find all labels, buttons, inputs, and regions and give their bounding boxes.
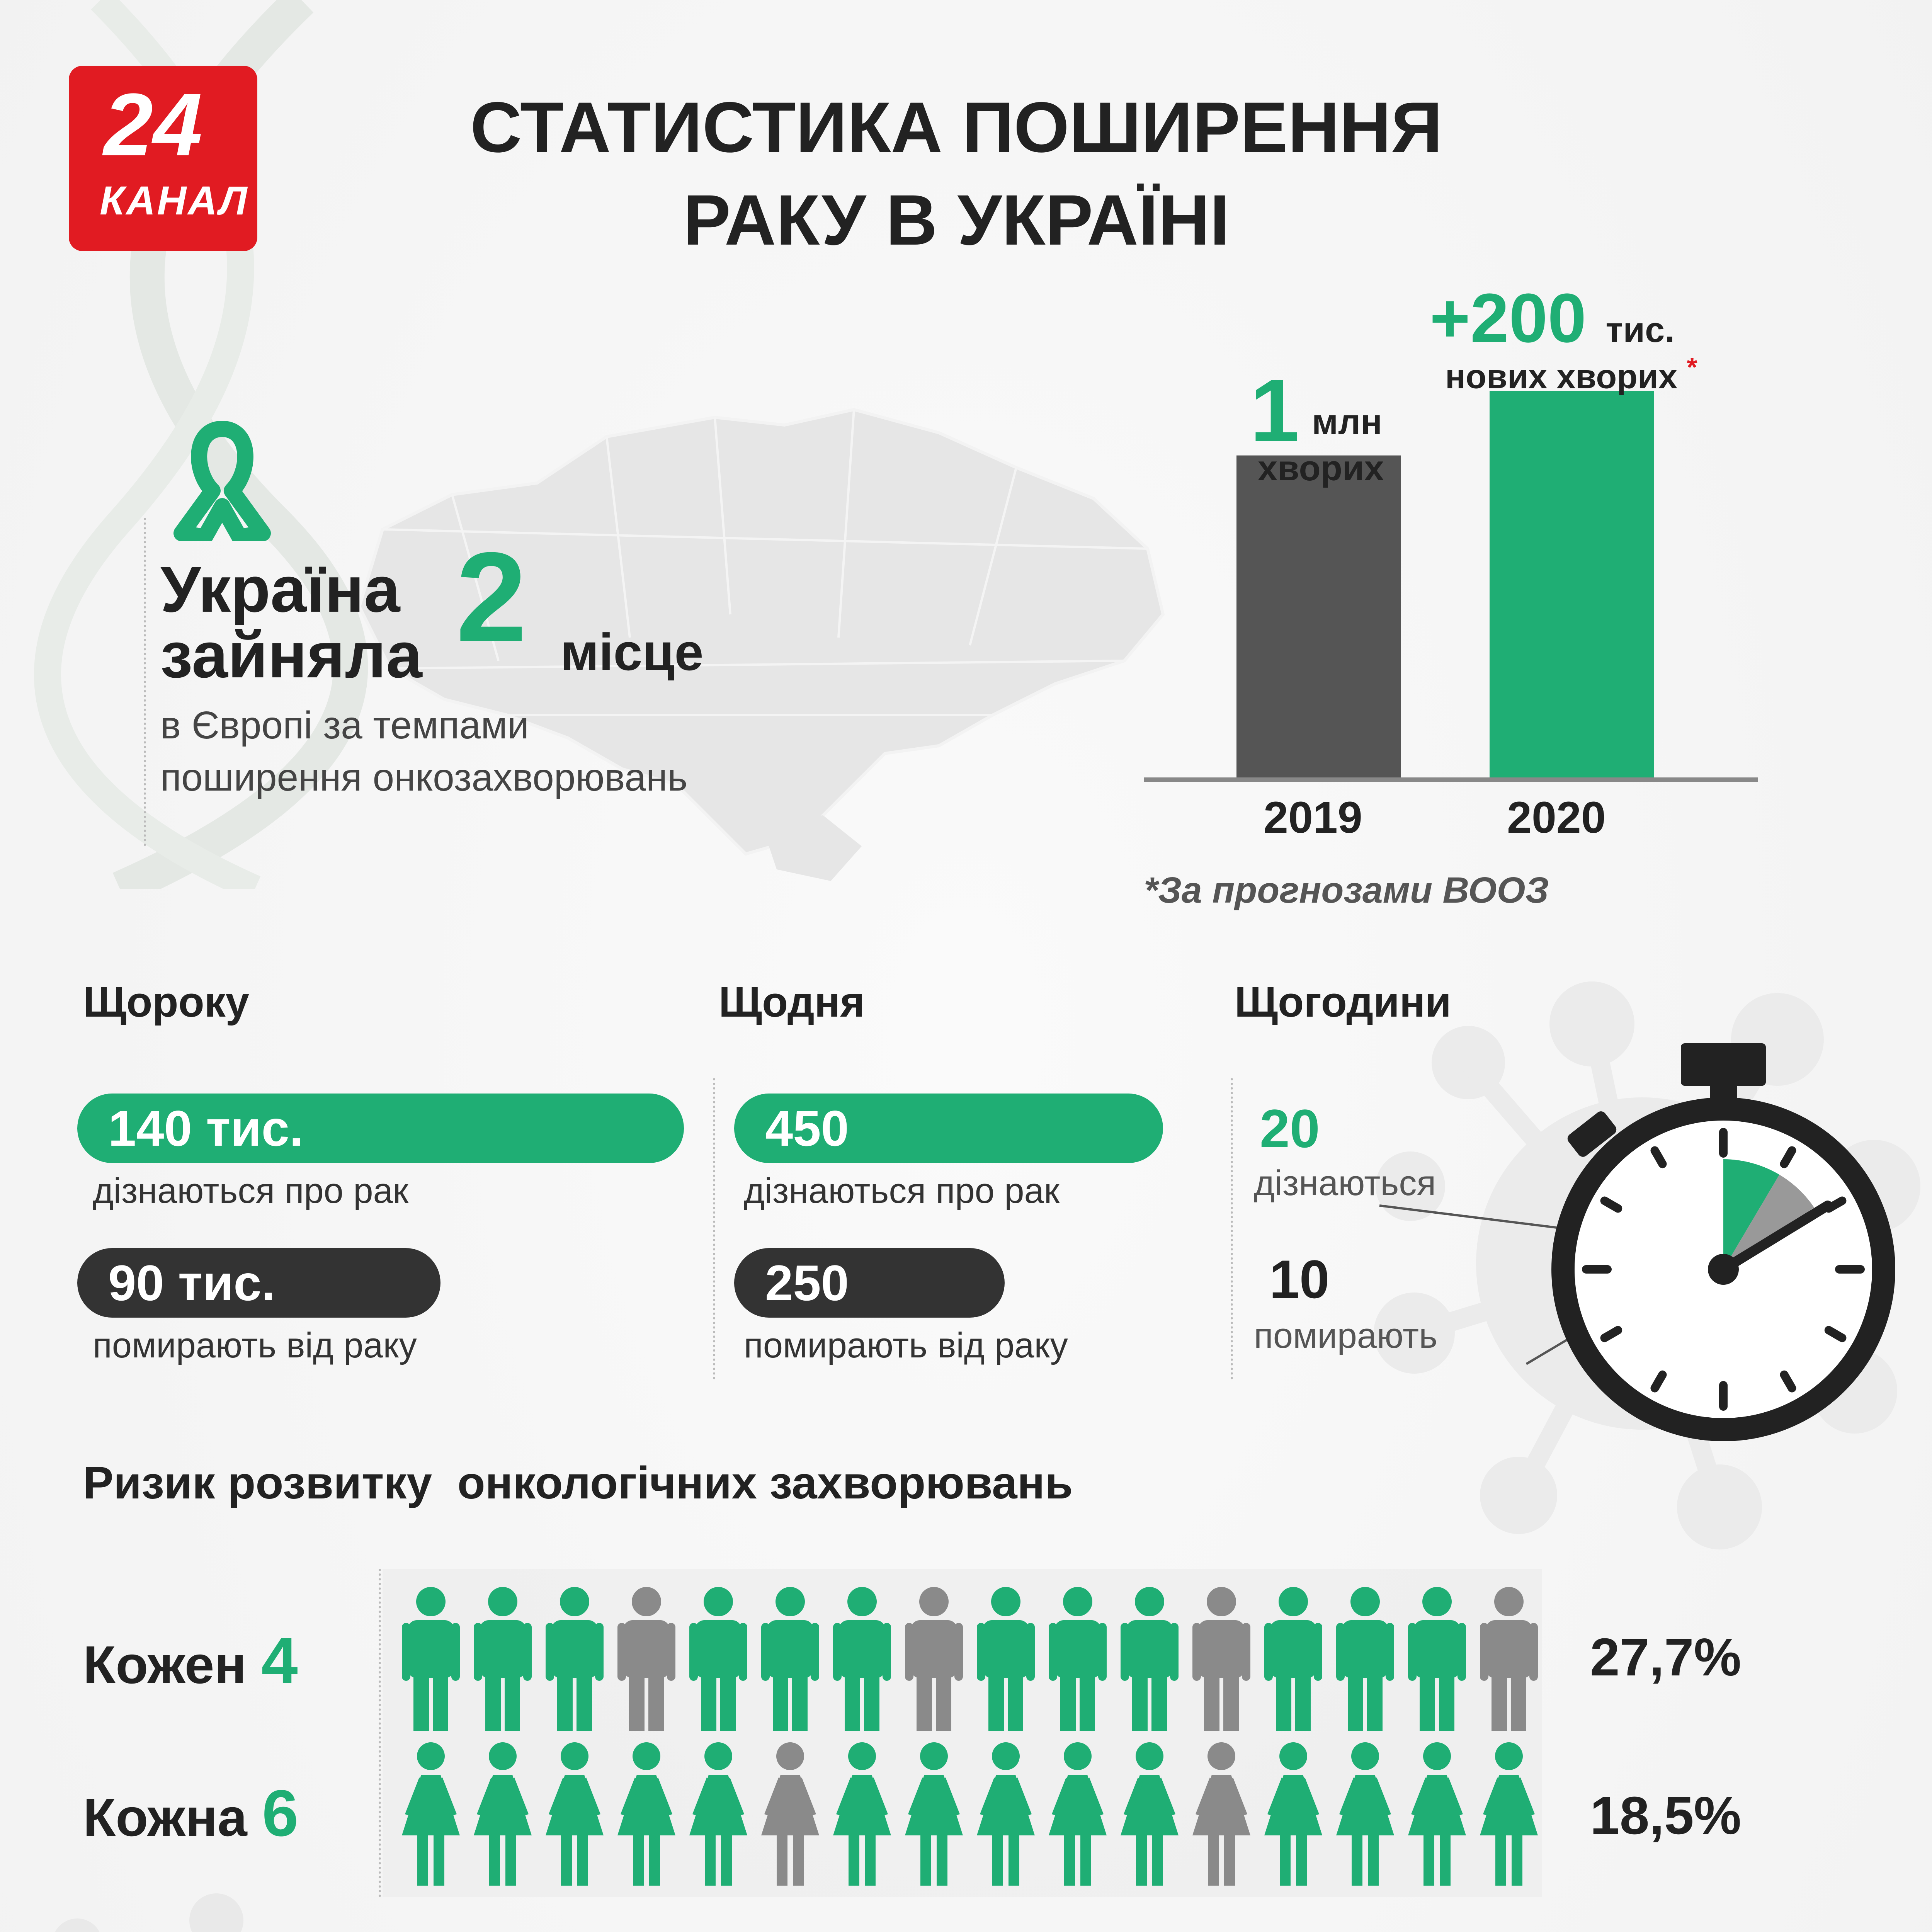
divider [379,1569,381,1897]
women-percent: 18,5% [1590,1786,1742,1845]
chart-footnote: *За прогнозами ВООЗ [1144,870,1549,911]
rank-unit: місце [560,623,704,681]
bar2-mark: * [1687,352,1697,382]
woman-figure [905,1742,963,1886]
woman-figure [1192,1742,1250,1886]
woman-figure [1408,1742,1466,1886]
risk-heading: Ризик розвитку онкологічних захворювань [83,1458,1073,1509]
woman-figure [1264,1742,1322,1886]
woman-figure [402,1742,460,1886]
daily-died-pill: 250 [734,1248,1005,1318]
ranking-description [160,699,687,804]
bar-2020 [1490,391,1654,777]
page-title [0,81,1913,267]
men-label: Кожен [83,1635,247,1695]
man-figure [1408,1587,1466,1731]
yearly-diagnosed-pill: 140 тис. [77,1094,684,1163]
ranking-line2: зайняла [160,619,422,691]
woman-figure [761,1742,819,1886]
man-figure [1480,1587,1538,1731]
daily-heading: Щодня [719,978,865,1026]
woman-figure [833,1742,891,1886]
woman-figure [977,1742,1035,1886]
bar2-unit: тис. [1605,310,1675,350]
men-percent: 27,7% [1590,1628,1742,1687]
woman-figure [546,1742,604,1886]
hourly-heading: Щогодини [1235,978,1451,1026]
man-figure [1121,1587,1179,1731]
rank-number: 2 [456,526,527,668]
man-figure [689,1587,747,1731]
woman-figure [1336,1742,1394,1886]
yearly-died-pill: 90 тис. [77,1248,440,1318]
bar2-sub: нових хворих [1445,357,1677,396]
man-figure [905,1587,963,1731]
ranking-desc-line2: поширення онкозахворювань [160,756,688,799]
hourly-diagnosed-value: 20 [1260,1098,1320,1159]
bar2-annotation [1430,278,1675,358]
man-figure [977,1587,1035,1731]
bar1-big: 1 [1250,361,1299,460]
stopwatch-icon [1217,997,1913,1441]
woman-figure [474,1742,532,1886]
divider [713,1078,715,1379]
bar-2019 [1236,456,1401,777]
women-label: Кожна [83,1788,247,1847]
title-line2: РАКУ В УКРАЇНІ [683,180,1230,260]
man-figure [833,1587,891,1731]
hourly-diagnosed-label: дізнаються [1254,1163,1436,1203]
man-figure [1264,1587,1322,1731]
man-figure [1049,1587,1107,1731]
women-number: 6 [262,1777,299,1850]
category-label-2020: 2020 [1507,793,1606,842]
woman-figure [1480,1742,1538,1886]
daily-diagnosed-pill: 450 [734,1094,1163,1163]
woman-figure [1049,1742,1107,1886]
divider [144,518,146,846]
man-figure [474,1587,532,1731]
title-line1: СТАТИСТИКА ПОШИРЕННЯ [470,88,1443,167]
hourly-died-label: помирають [1254,1316,1438,1355]
bar2-big: +200 [1430,279,1587,357]
yearly-died-label: помирають від раку [93,1326,417,1365]
daily-diagnosed-label: дізнаються про рак [744,1171,1060,1211]
man-figure [1336,1587,1394,1731]
man-figure [761,1587,819,1731]
woman-figure [617,1742,675,1886]
ranking-heading [160,553,422,691]
ribbon-icon [170,413,274,541]
bar2-sub-wrap [1445,352,1697,396]
logo-name: КАНАЛ [100,178,249,223]
ranking-line1: Україна [160,553,400,626]
ranking-desc-line1: в Європі за темпами [160,704,529,747]
yearly-heading: Щороку [83,978,249,1026]
bar1-sub: хворих [1258,449,1384,488]
people-grid [402,1577,1549,1893]
yearly-diagnosed-label: дізнаються про рак [93,1171,408,1211]
hourly-died-value: 10 [1269,1249,1330,1310]
category-label-2019: 2019 [1264,793,1362,842]
men-risk-label [83,1623,298,1699]
man-figure [402,1587,460,1731]
women-risk-label [83,1776,299,1851]
woman-figure [689,1742,747,1886]
men-number: 4 [261,1624,298,1697]
woman-figure [1121,1742,1179,1886]
man-figure [1192,1587,1250,1731]
man-figure [617,1587,675,1731]
man-figure [546,1587,604,1731]
virus-decoration-left [0,1874,406,1932]
logo-number: 24 [104,75,202,174]
daily-died-label: помирають від раку [744,1326,1068,1365]
bar1-unit: млн [1312,402,1383,442]
